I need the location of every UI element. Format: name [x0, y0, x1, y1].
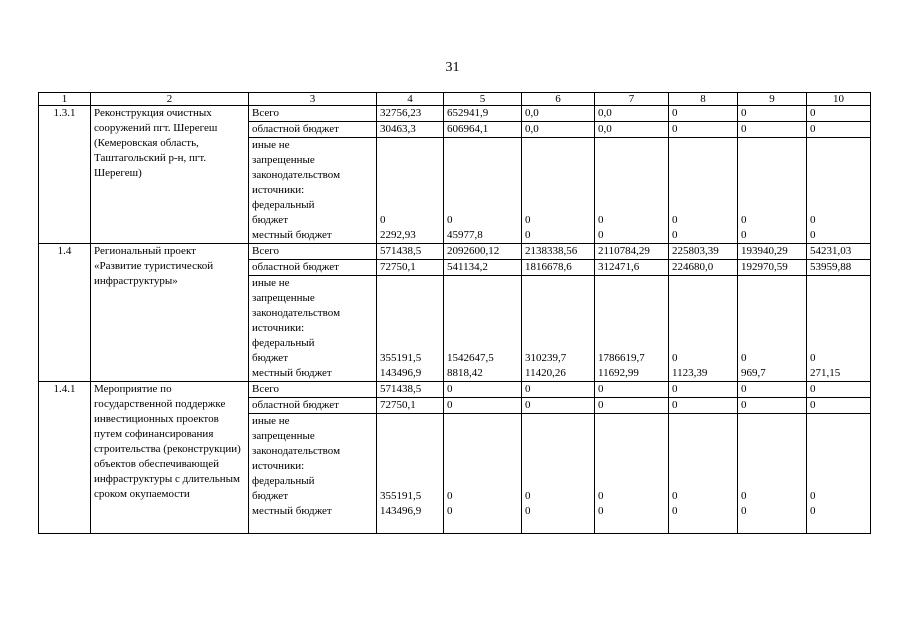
- federal-value: 310239,7: [525, 352, 567, 364]
- spacer-line: [525, 291, 591, 306]
- spacer-line: [525, 414, 591, 429]
- local-value: 0: [525, 505, 531, 517]
- other-source-value-cell: [807, 276, 871, 382]
- spacer-line: [810, 444, 867, 459]
- spacer-line: [741, 444, 803, 459]
- spacer-line: [380, 138, 440, 153]
- total-value-cell: 32756,23: [377, 106, 444, 122]
- federal-value: 0: [380, 214, 386, 226]
- regional-value-cell: 0,0: [595, 122, 669, 138]
- table-row: [39, 382, 871, 398]
- regional-value-cell: 0: [595, 398, 669, 414]
- regional-value-cell: 224680,0: [669, 260, 738, 276]
- spacer-line: [741, 336, 803, 351]
- spacer-line: [672, 306, 734, 321]
- spacer-line: [598, 138, 665, 153]
- spacer-line: [598, 153, 665, 168]
- spacer-line: [741, 276, 803, 291]
- federal-value: 0: [741, 490, 747, 502]
- spacer-line: [447, 291, 518, 306]
- local-value: 0: [741, 229, 747, 241]
- spacer-line: [380, 153, 440, 168]
- spacer-line: [598, 474, 665, 489]
- budget-table: [38, 92, 871, 534]
- total-value-cell: 0: [738, 106, 807, 122]
- spacer-line: [741, 459, 803, 474]
- source-other-line: законодательством: [252, 307, 341, 319]
- regional-value-cell: 0: [738, 398, 807, 414]
- spacer-line: [447, 198, 518, 213]
- regional-value-cell: 0: [669, 398, 738, 414]
- spacer-line: [380, 336, 440, 351]
- spacer-line: [525, 168, 591, 183]
- spacer-line: [598, 168, 665, 183]
- column-number-cell: 1: [39, 93, 91, 106]
- spacer-line: [741, 429, 803, 444]
- spacer-line: [447, 459, 518, 474]
- item-number-cell: 1.4: [39, 244, 91, 382]
- spacer-line: [672, 183, 734, 198]
- source-other-line: бюджет: [252, 214, 288, 226]
- spacer-line: [525, 306, 591, 321]
- other-source-value-cell: [522, 414, 595, 534]
- spacer-line: [741, 414, 803, 429]
- item-name-cell: Региональный проект «Развитие туристической инфраструктуры»: [91, 244, 249, 382]
- federal-value: 0: [672, 490, 678, 502]
- spacer-line: [810, 459, 867, 474]
- column-number-cell: 3: [249, 93, 377, 106]
- spacer-line: [525, 138, 591, 153]
- total-value-cell: 193940,29: [738, 244, 807, 260]
- regional-value-cell: 606964,1: [444, 122, 522, 138]
- other-source-value-cell: [377, 414, 444, 534]
- column-number-cell: 5: [444, 93, 522, 106]
- local-value: 45977,8: [447, 229, 483, 241]
- spacer-line: [741, 168, 803, 183]
- source-other-line: федеральный: [252, 337, 315, 349]
- source-other-line: источники:: [252, 322, 305, 334]
- federal-value: 0: [447, 214, 453, 226]
- other-source-value-cell: [444, 414, 522, 534]
- spacer-line: [810, 168, 867, 183]
- local-value: 143496,9: [380, 367, 422, 379]
- regional-value-cell: 72750,1: [377, 260, 444, 276]
- spacer-line: [380, 198, 440, 213]
- source-other-line: иные не: [252, 415, 290, 427]
- spacer-line: [672, 444, 734, 459]
- spacer-line: [810, 306, 867, 321]
- source-regional-label: областной бюджет: [249, 122, 377, 138]
- column-number-cell: 7: [595, 93, 669, 106]
- regional-value-cell: 312471,6: [595, 260, 669, 276]
- regional-value-cell: 53959,88: [807, 260, 871, 276]
- spacer-line: [447, 444, 518, 459]
- source-other-label: [249, 138, 377, 244]
- total-value-cell: 0: [595, 382, 669, 398]
- federal-value: 0: [525, 214, 531, 226]
- spacer-line: [672, 138, 734, 153]
- spacer-line: [380, 414, 440, 429]
- total-value-cell: 2110784,29: [595, 244, 669, 260]
- spacer-line: [741, 183, 803, 198]
- spacer-line: [525, 198, 591, 213]
- spacer-line: [810, 153, 867, 168]
- spacer-line: [447, 183, 518, 198]
- spacer-line: [672, 153, 734, 168]
- local-value: 143496,9: [380, 505, 422, 517]
- local-value: 0: [741, 505, 747, 517]
- item-number-cell: 1.4.1: [39, 382, 91, 534]
- spacer-line: [380, 429, 440, 444]
- spacer-line: [447, 429, 518, 444]
- local-value: 0: [672, 229, 678, 241]
- other-source-value-cell: [522, 138, 595, 244]
- federal-value: 355191,5: [380, 352, 422, 364]
- regional-value-cell: 0: [669, 122, 738, 138]
- other-source-value-cell: [595, 414, 669, 534]
- total-value-cell: 0: [738, 382, 807, 398]
- other-source-value-cell: [377, 276, 444, 382]
- total-value-cell: 0: [669, 382, 738, 398]
- total-value-cell: 571438,5: [377, 382, 444, 398]
- source-other-line: законодательством: [252, 169, 341, 181]
- other-source-value-cell: [522, 276, 595, 382]
- spacer-line: [380, 291, 440, 306]
- spacer-line: [810, 414, 867, 429]
- table-row: [39, 106, 871, 122]
- regional-value-cell: 0: [444, 398, 522, 414]
- column-number-cell: 8: [669, 93, 738, 106]
- total-value-cell: 0,0: [522, 106, 595, 122]
- spacer-line: [380, 459, 440, 474]
- spacer-line: [447, 336, 518, 351]
- spacer-line: [810, 429, 867, 444]
- local-value: 0: [810, 505, 816, 517]
- total-value-cell: 54231,03: [807, 244, 871, 260]
- regional-value-cell: 0: [738, 122, 807, 138]
- page-number: 31: [445, 60, 460, 75]
- source-other-line: запрещенные: [252, 292, 315, 304]
- spacer-line: [672, 198, 734, 213]
- spacer-line: [598, 429, 665, 444]
- other-source-value-cell: [807, 138, 871, 244]
- other-source-value-cell: [444, 276, 522, 382]
- source-other-line: федеральный: [252, 475, 315, 487]
- total-value-cell: 225803,39: [669, 244, 738, 260]
- federal-value: 0: [447, 490, 453, 502]
- spacer-line: [810, 198, 867, 213]
- spacer-line: [447, 138, 518, 153]
- spacer-line: [525, 459, 591, 474]
- spacer-line: [672, 414, 734, 429]
- spacer-line: [810, 138, 867, 153]
- spacer-line: [447, 168, 518, 183]
- spacer-line: [380, 474, 440, 489]
- other-source-value-cell: [595, 276, 669, 382]
- spacer-line: [598, 276, 665, 291]
- spacer-line: [598, 414, 665, 429]
- local-value: 1123,39: [672, 367, 708, 379]
- spacer-line: [672, 474, 734, 489]
- spacer-line: [741, 198, 803, 213]
- total-value-cell: 0: [807, 106, 871, 122]
- regional-value-cell: 72750,1: [377, 398, 444, 414]
- local-value: 11420,26: [525, 367, 566, 379]
- source-other-line: законодательством: [252, 445, 341, 457]
- spacer-line: [741, 321, 803, 336]
- federal-value: 355191,5: [380, 490, 422, 502]
- other-source-value-cell: [595, 138, 669, 244]
- spacer-line: [810, 276, 867, 291]
- federal-value: 0: [672, 214, 678, 226]
- local-value: 0: [810, 229, 816, 241]
- spacer-line: [598, 459, 665, 474]
- source-other-line: бюджет: [252, 490, 288, 502]
- spacer-line: [447, 306, 518, 321]
- spacer-line: [741, 291, 803, 306]
- spacer-line: [741, 306, 803, 321]
- total-value-cell: 652941,9: [444, 106, 522, 122]
- spacer-line: [810, 474, 867, 489]
- other-source-value-cell: [738, 276, 807, 382]
- spacer-line: [598, 336, 665, 351]
- source-other-line: иные не: [252, 139, 290, 151]
- local-value: 0: [447, 505, 453, 517]
- spacer-line: [525, 444, 591, 459]
- federal-value: 0: [810, 214, 816, 226]
- spacer-line: [810, 183, 867, 198]
- federal-value: 0: [598, 214, 604, 226]
- spacer-line: [598, 183, 665, 198]
- spacer-line: [810, 336, 867, 351]
- spacer-line: [672, 459, 734, 474]
- regional-value-cell: 1816678,6: [522, 260, 595, 276]
- spacer-line: [525, 321, 591, 336]
- table-row: [39, 244, 871, 260]
- column-number-cell: 10: [807, 93, 871, 106]
- source-total-label: Всего: [249, 106, 377, 122]
- total-value-cell: 0: [669, 106, 738, 122]
- other-source-value-cell: [444, 138, 522, 244]
- local-value: 8818,42: [447, 367, 483, 379]
- federal-value: 0: [741, 352, 747, 364]
- spacer-line: [525, 429, 591, 444]
- spacer-line: [672, 336, 734, 351]
- spacer-line: [447, 321, 518, 336]
- item-name-cell: Мероприятие по государственной поддержке инвестиционных проектов путем софинансирования строительства (реконструкции) объектов обеспечивающей инфраструктуры с длительным сроком окупаемости: [91, 382, 249, 534]
- other-source-value-cell: [738, 414, 807, 534]
- local-value: 11692,99: [598, 367, 639, 379]
- spacer-line: [380, 168, 440, 183]
- total-value-cell: 2138338,56: [522, 244, 595, 260]
- other-source-value-cell: [807, 414, 871, 534]
- other-source-value-cell: [738, 138, 807, 244]
- federal-value: 0: [810, 352, 816, 364]
- spacer-line: [741, 474, 803, 489]
- spacer-line: [525, 153, 591, 168]
- spacer-line: [598, 291, 665, 306]
- source-other-line: источники:: [252, 184, 305, 196]
- local-value: 0: [525, 229, 531, 241]
- regional-value-cell: 0: [522, 398, 595, 414]
- other-source-value-cell: [669, 414, 738, 534]
- spacer-line: [447, 276, 518, 291]
- source-other-line: запрещенные: [252, 154, 315, 166]
- local-value: 0: [598, 505, 604, 517]
- regional-value-cell: 0,0: [522, 122, 595, 138]
- federal-value: 0: [525, 490, 531, 502]
- total-value-cell: 0: [522, 382, 595, 398]
- regional-value-cell: 192970,59: [738, 260, 807, 276]
- federal-value: 0: [598, 490, 604, 502]
- other-source-value-cell: [669, 138, 738, 244]
- spacer-line: [525, 183, 591, 198]
- column-number-cell: 9: [738, 93, 807, 106]
- federal-value: 1542647,5: [447, 352, 494, 364]
- spacer-line: [525, 276, 591, 291]
- total-value-cell: 2092600,12: [444, 244, 522, 260]
- spacer-line: [598, 444, 665, 459]
- regional-value-cell: 541134,2: [444, 260, 522, 276]
- spacer-line: [810, 321, 867, 336]
- column-number-cell: 6: [522, 93, 595, 106]
- source-local-label: местный бюджет: [252, 505, 332, 517]
- source-local-label: местный бюджет: [252, 367, 332, 379]
- federal-value: 0: [741, 214, 747, 226]
- item-number-cell: 1.3.1: [39, 106, 91, 244]
- spacer-line: [525, 336, 591, 351]
- source-other-line: иные не: [252, 277, 290, 289]
- federal-value: 0: [672, 352, 678, 364]
- spacer-line: [380, 276, 440, 291]
- local-value: 0: [598, 229, 604, 241]
- federal-value: 1786619,7: [598, 352, 645, 364]
- source-regional-label: областной бюджет: [249, 260, 377, 276]
- source-other-line: бюджет: [252, 352, 288, 364]
- column-number-cell: 2: [91, 93, 249, 106]
- source-total-label: Всего: [249, 382, 377, 398]
- spacer-line: [672, 429, 734, 444]
- source-other-line: запрещенные: [252, 430, 315, 442]
- spacer-line: [672, 321, 734, 336]
- spacer-line: [447, 153, 518, 168]
- spacer-line: [598, 321, 665, 336]
- source-other-label: [249, 276, 377, 382]
- regional-value-cell: 30463,3: [377, 122, 444, 138]
- local-value: 969,7: [741, 367, 766, 379]
- spacer-line: [672, 291, 734, 306]
- spacer-line: [598, 198, 665, 213]
- total-value-cell: 571438,5: [377, 244, 444, 260]
- spacer-line: [741, 138, 803, 153]
- column-number-cell: 4: [377, 93, 444, 106]
- spacer-line: [380, 306, 440, 321]
- spacer-line: [380, 321, 440, 336]
- spacer-line: [525, 474, 591, 489]
- source-other-line: источники:: [252, 460, 305, 472]
- column-number-row: [39, 93, 871, 106]
- source-other-label: [249, 414, 377, 534]
- other-source-value-cell: [669, 276, 738, 382]
- other-source-value-cell: [377, 138, 444, 244]
- spacer-line: [672, 276, 734, 291]
- spacer-line: [810, 291, 867, 306]
- spacer-line: [598, 306, 665, 321]
- source-regional-label: областной бюджет: [249, 398, 377, 414]
- spacer-line: [447, 414, 518, 429]
- source-total-label: Всего: [249, 244, 377, 260]
- regional-value-cell: 0: [807, 122, 871, 138]
- total-value-cell: 0: [444, 382, 522, 398]
- total-value-cell: 0: [807, 382, 871, 398]
- spacer-line: [741, 153, 803, 168]
- local-value: 2292,93: [380, 229, 416, 241]
- federal-value: 0: [810, 490, 816, 502]
- source-other-line: федеральный: [252, 199, 315, 211]
- regional-value-cell: 0: [807, 398, 871, 414]
- local-value: 0: [672, 505, 678, 517]
- local-value: 271,15: [810, 367, 841, 379]
- spacer-line: [672, 168, 734, 183]
- item-name-cell: Реконструкция очистных сооружений пгт. Шерегеш (Кемеровская область, Таштагольский р-н, пгт. Шерегеш): [91, 106, 249, 244]
- spacer-line: [380, 183, 440, 198]
- total-value-cell: 0,0: [595, 106, 669, 122]
- spacer-line: [447, 474, 518, 489]
- source-local-label: местный бюджет: [252, 229, 332, 241]
- spacer-line: [380, 444, 440, 459]
